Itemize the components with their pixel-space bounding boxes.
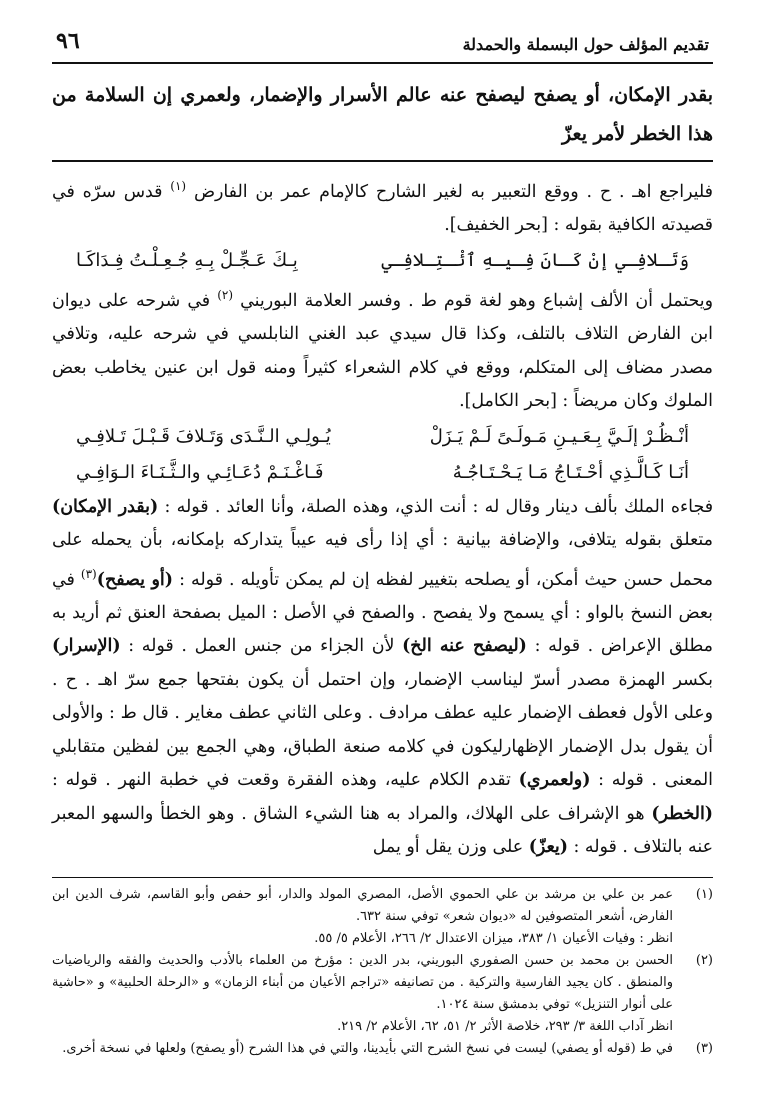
footnote-divider <box>52 877 713 878</box>
text-run: فجاءه الملك بألف دينار وقال له : أنت الذي، وهذه الصلة، وأنا العائد . قوله : <box>164 496 714 517</box>
paragraph <box>52 170 713 243</box>
quoted-phrase: (ليصفح عنه الخ) <box>402 636 527 657</box>
text-run: فليراجع اهـ . ح . ووقع التعبير به لغير الشارح كالإمام عمر بن الفارض <box>193 181 713 202</box>
footnote-body <box>52 950 673 1038</box>
footnote <box>52 884 713 950</box>
footnote-number: (٢) <box>695 952 713 968</box>
quoted-phrase: (يعزّ) <box>528 837 568 858</box>
footnote-body <box>52 884 673 950</box>
verse-first-hemistich: وَتَـلافِـي إنْ كَـانَ فِـيـهِ ٱئْـتِـلافِـي <box>381 249 689 271</box>
verse-first-hemistich: أنْـظُـرْ إلَـيَّ بِـعَـيـنِ مَـولَـىً لَـمْ يَـزَلْ <box>429 425 689 447</box>
paragraph <box>52 491 713 865</box>
matn-text: بقدر الإمكان، أو يصفح ليصفح عنه عالم الأسرار والإضمار، ولعمري إن السلامة من هذا الخطر لأمر يعزّ <box>52 84 713 145</box>
quoted-phrase: (الخطر) <box>651 803 714 824</box>
verse-line <box>52 419 713 455</box>
footnotes <box>52 884 713 1060</box>
footnote <box>52 1038 713 1060</box>
matn-divider <box>52 160 713 162</box>
footnote-ref[interactable]: (١) <box>170 179 187 193</box>
text-run: في شرحه على ديوان ابن الفارض التلاف بالتلف، وكذا قال سيدي عبد الغني النابلسي في شرحه عليه، وتلافي مصدر مضاف إلى المتكلم، ووقع في كلام الشعراء كثيراً ومنه قول ابن عنين يخاطب بعض الملوك وكان مريضاً : [بحر الكامل]. <box>52 290 713 412</box>
verse-second-hemistich: بِـكَ عَـجِّـلْ بِـهِ جُـعِـلْـتُ فِـدَاكَـا <box>76 249 298 271</box>
footnote-line: انظر : وفيات الأعيان ١/ ٣٨٣، ميزان الاعتدال ٢/ ٢٦٦، الأعلام ٥/ ٥٥. <box>314 930 673 946</box>
text-run: ويحتمل أن الألف إشباع وهو لغة قوم ط . وفسر العلامة البوريني <box>240 290 713 311</box>
text-run: في بعض النسخ بالواو : أي يسمح ولا يفصح . والصفح في الأصل : الميل بصفحة العنق ثم أريد به مطلق الإعراض . قوله : <box>52 569 713 657</box>
footnote-line: عمر بن علي بن مرشد بن علي الحموي الأصل، المصري المولد والدار، أبو حفص وأبو القاسم، شرف الدين ابن الفارض، أشعر المتصوفين له «ديوان شعر» توفي سنة ٦٣٢. <box>52 886 673 924</box>
running-title: تقديم المؤلف حول البسملة والحمدلة <box>462 35 709 54</box>
text-run: لأن الجزاء من جنس العمل . قوله : <box>128 636 395 657</box>
text-run: قدس سرّه في قصيدته الكافية بقوله : [بحر الخفيف]. <box>52 181 713 236</box>
footnote-number: (٣) <box>695 1040 713 1056</box>
text-run: على وزن يقل أو يمل <box>372 837 524 858</box>
text-run: بكسر الهمزة مصدر أسرّ ليناسب الإضمار، وإن احتمل أن يكون بفتحها جمع سرّ اهـ . ح . وعلى الأول فعطف الإضمار عليه عطف مرادف . وعلى الثاني عطف مغاير . قال ط : والأولى أن يقول بدل الإضمار الإظهارليكون في كلامه صنعة الطباق، وهي الجمع بين لفظين متقابلي المعنى . قوله : <box>52 669 713 791</box>
page-number: ٩٦ <box>56 28 80 54</box>
footnote-line: انظر آداب اللغة ٣/ ٢٩٣، خلاصة الأثر ٢/ ٥١، ٦٢، الأعلام ٢/ ٢١٩. <box>337 1018 673 1034</box>
text-run: متعلق بقوله يتلافى، والإضافة بيانية : أي إذا رأى فيه عيباً يتداركه بإمكانه، بأن يحمله على محمل حسن حيث أمكن، أو يصلحه بتغيير لفظه إن لم يمكن تأويله . قوله : <box>52 530 713 590</box>
commentary-text <box>52 170 713 865</box>
verse-second-hemistich: فَـاغْـنَـمْ دُعَـائِـي والـثَّـنَـاءَ الـوَافِـي <box>76 461 324 483</box>
paragraph <box>52 279 713 419</box>
quoted-phrase: (الإسرار) <box>52 636 121 657</box>
footnote-body <box>52 1038 673 1060</box>
verse-line <box>52 455 713 491</box>
text-run: تقدم الكلام عليه، وهذه الفقرة وقعت في خطبة النهر . قوله : <box>52 770 511 791</box>
verse-line <box>52 243 713 279</box>
footnote <box>52 950 713 1038</box>
page-header <box>52 28 713 64</box>
quoted-phrase: (ولعمري) <box>518 770 591 791</box>
verse-second-hemistich: يُـولِـي الـنَّـدَى وَتَـلافَ قَـبْـلَ تَـلافِـي <box>76 425 331 447</box>
footnote-line: في ط (قوله أو يصفي) ليست في نسخ الشرح التي بأيدينا، والتي في هذا الشرح (أو يصفح) ولعلها في نسخة أخرى. <box>62 1040 673 1056</box>
text-run: هو الإشراف على الهلاك، والمراد به هنا الشيء الشاق . وهو الخطأ والسهو المعبر عنه بالتلاف . قوله : <box>52 803 713 858</box>
quoted-phrase: (أو يصفح) <box>96 569 173 590</box>
footnote-ref[interactable]: (٢) <box>217 287 234 302</box>
quoted-phrase: (بقدر الإمكان) <box>52 496 159 517</box>
verse-first-hemistich: أنَـا كَـالَّـذِي أحْـتَـاجُ مَـا يَـحْـتَـاجُـهُ <box>452 461 689 483</box>
footnote-line: الحسن بن محمد بن حسن الصفوري البوريني، بدر الدين : مؤرخ من العلماء بالأدب والحديث والفقه والرياضيات والمنطق . كان يجيد الفارسية والتركية . من تصانيفه «تراجم الأعيان من أبناء الزمان» و «الرحلة الحلبية» و «حاشية على أنوار التنزيل» توفي بدمشق سنة ١٠٢٤. <box>52 952 673 1012</box>
footnote-number: (١) <box>695 886 713 902</box>
footnote-ref[interactable]: (٣) <box>80 566 97 581</box>
